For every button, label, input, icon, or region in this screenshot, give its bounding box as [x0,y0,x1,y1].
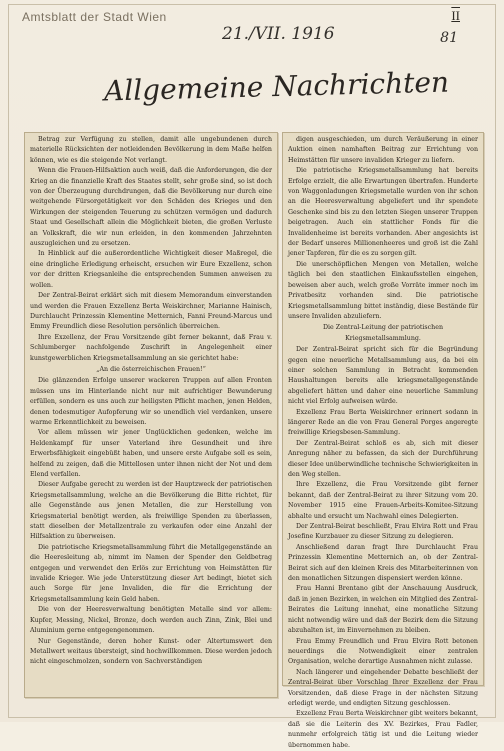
article-paragraph: Ihre Exzellenz, die Frau Vorsitzende gibt ferner bekannt, daß der Zentral-Beirat zu ihrer Sitzung vom 20. November 1915 eine Frauen-Arbeits-Komitee-Sitzung abhalte und ersucht um Nachwahl eines Delegierten. [288,481,478,520]
article-heading: Die Zentral-Leitung der patriotischen Kriegsmetallsammlung. [322,324,444,342]
article-paragraph: Ihre Exzellenz, der Frau Vorsitzende gibt ferner bekannt, daß Frau v. Schlumberger nachfolgende Zuschrift in Angelegenheit einer kunstgewerblichen Kriegsmetallsammlung an sie gerichtet habe: [30,333,272,362]
article-paragraph: Der Zentral-Beirat spricht sich für die Begründung gegen eine neuerliche Metallsammlung aus, da bei ein einer solchen Sammlung in Betracht kommenden Haushaltungen bereits alle kriegsmetallgegenstände abgeliefert hätten und daher eine neuerliche Sammlung nicht viel Erfolg aufweisen würde. [288,346,478,406]
article-paragraph: Die glänzenden Erfolge unserer wackeren Truppen auf allen Fronten müssen uns im Hinterlande nicht nur mit aufrichtiger Bewunderung erfüllen, sondern es uns auch zur heiligsten Pflicht machen, jenen Helden, denen todesmutiger Aufopferung wir so unendlich viel verdanken, unsere warme Erkenntlichkeit zu beweisen. [30,377,272,426]
article-paragraph: Wenn die Frauen-Hilfsaktion auch weiß, daß die Anforderungen, die der Krieg an die finanzielle Kraft des Staates stellt, sehr große sind, so ist doch von der Überzeugung durchdrungen, daß die Bevölkerung nur durch eine weitgehende Fürsorgetätigkeit vor den Schäden des Krieges und den Wirkungen der steigenden Teuerung zu schützen vermögen und dadurch Staat und Gesellschaft allein die Möglichkeit bieten, die großen Verluste an Volkskraft, die wir nun erleiden, in den kommenden Jahrzehnten auszugleichen und zu ersetzen. [30,167,272,248]
handwritten-page-number: 81 [440,30,458,46]
roman-numeral: II [451,8,460,23]
article-paragraph: Vor allem müssen wir jener Unglücklichen gedenken, welche im Heldenkampf für unser Vaterland ihre Gesundheit und ihre Erwerbsfähigkeit eingebüßt haben, und unsere erste Aufgabe soll es sein, helfend zu zeigen, daß die Mittellosen unter ihnen nicht der Not und dem Elend verfallen. [30,429,272,478]
article-paragraph: Die patriotische Kriegsmetallsammlung hat bereits Erfolge erzielt, die alle Erwartungen übertrafen. Hunderte von Waggonladungen Kriegsmetalle wurden von ihr schon an die Heeresverwaltung abgeliefert und ihr spendete Geschenke sind bis zu den letzten Siegen unserer Truppen beigetragen. Auch ein stattlicher Fonds für die Invalidenheime ist bereits vorhanden. Aber angesichts ist der Bedarf unseres Millionenheeres und groß ist die Zahl jener Tapferen, für die es zu sorgen gilt. [288,167,478,258]
article-paragraph: Die unerschöpflichen Mengen von Metallen, welche täglich bei den staatlichen Einkaufsstellen eingehen, beweisen aber auch, welch große Vorräte immer noch im Privatbesitz vorhanden sind. Die patriotische Kriegsmetallsammlung bittet inständig, diese Bestände für unsere Invaliden abzuliefern. [288,260,478,320]
article-paragraph: Die von der Heeresverwaltung benötigten Metalle sind vor allem: Kupfer, Messing, Nickel, Bronze, doch werden auch Zinn, Zink, Blei und Aluminium gerne entgegengenommen. [30,606,272,635]
article-paragraph: Die patriotische Kriegsmetallsammlung führt die Metallgegenstände an die Heeresleitung ab, nimmt im Namen der Spender den Geldbetrag entgegen und verwendet den Erlös zur Errichtung von Heimstätten für invalide Krieger. Wie jede Unterstützung dieser Art bedingt, bietet sich auch Sorge für jene Invaliden, die für die Errichtung der Kriegsmetallsammlung kein Geld haben. [30,543,272,603]
article-paragraph: Der Zentral-Beirat erklärt sich mit diesem Memorandum einverstanden und werden die Frauen Exzellenz Berta Weiskirchner, Marianne Hainisch, Durchlaucht Prinzessin Klementine Metternich, Fanni Freund-Marcus und Emmy Freundlich diese Resolution persönlich überreichen. [30,292,272,331]
article-paragraph: Der Zentral-Beirat beschließt, Frau Elvira Rott und Frau Josefine Kurzbauer zu dieser Sitzung zu delegieren. [288,523,478,541]
article-paragraph: Frau Hanni Brentano gibt der Anschauung Ausdruck, daß in jenen Bezirken, in welchen ein Mitglied des Zentral-Beirates die Leitung innehat, eine monatliche Sitzung nicht notwendig wäre und daß der Bezirk dem die Sitzung abzuhalten ist, im Einvernehmen zu bleiben. [288,585,478,635]
article-paragraph: Exzellenz Frau Berta Weiskirchner erinnert sodann in längerer Rede an die von Frau General Porges angeregte freiwillige Kriegsbesen-Sammlung. [288,408,478,437]
masthead-stamp: Amtsblatt der Stadt Wien [22,10,167,24]
article-paragraph: In Hinblick auf die außerordentliche Wichtigkeit dieser Maßregel, die eine dringliche Erledigung erheischt, ersuchen wir Eure Exzellenz, schon vor der dritten Kriegsanleihe die entsprechenden Summen anweisen zu wollen. [30,250,272,289]
article-paragraph: Exzellenz Frau Berta Weiskirchner gibt weiters bekannt, daß sie die Leiterin des XV. Bezirkes, Frau Fadler, nunmehr erfolgreich tätig ist und die Leitung wieder übernommen habe. [288,710,478,749]
article-paragraph: Anschließend daran fragt Ihre Durchlaucht Frau Prinzessin Klementine Metternich an, ob der Zentral-Beirat sich auf den kleinen Kreis des Mitarbeiterinnen von den monatlichen Sitzungen dispensiert werden könne. [288,543,478,583]
article-paragraph: Betrag zur Verfügung zu stellen, damit alle ungebundenen durch materielle Rücksichten der notleidenden Bevölkerung in dem Maße helfen können, wie es die steigende Not verlangt. [30,136,272,164]
article-column-left [30,135,272,693]
article-paragraph: Nur Gegenstände, deren hoher Kunst- oder Altertumswert den Metallwert weitaus übersteigt, sind hochwillkommen. Diese werden jedoch nicht eingeschmolzen, sondern von Sachverständigen [30,637,272,666]
article-column-right [288,135,478,749]
article-paragraph: Der Zentral-Beirat schloß es ab, sich mit dieser Anregung näher zu befassen, da sich der Durchführung dieser Idee unüberwindliche technische Schwierigkeiten in den Weg stellen. [288,439,478,478]
article-paragraph: Nach längerer und eingehender Debatte beschließt der Zentral-Beirat über Vorschlag Ihrer Exzellenz der Frau Vorsitzenden, daß diese Frage in der nächsten Sitzung erledigt werde, und endigten Sitzung geschlossen. [288,668,478,707]
article-paragraph: digen ausgeschieden, um durch Veräußerung in einer Auktion einen namhaften Beitrag zur Errichtung von Heimstätten für unsere invaliden Krieger zu liefern. [288,136,478,164]
handwritten-date: 21./VII. 1916 [222,24,335,44]
article-paragraph: Frau Emmy Freundlich und Frau Elvira Rott betonen neuerdings die Notwendigkeit einer zentralen Organisation, welche derartige Ausnahmen nicht zulasse. [288,637,478,666]
handwritten-title: Allgemeine Nachrichten [103,65,450,108]
article-paragraph: Dieser Aufgabe gerecht zu werden ist der Hauptzweck der patriotischen Kriegsmetallsammlung, welche an die Bevölkerung die Bitte richtet, für alle Gegenstände aus jenen Metallen, die zur Herstellung von Kriegsmaterial benötigt werden, als freiwillige Spenden zu überlassen, statt dieselben der Metallzentrale zu verkaufen oder eine Anzahl der Hilfsaktion zu überweisen. [30,481,272,541]
article-heading: „An die österreichischen Frauen!“ [96,365,206,373]
